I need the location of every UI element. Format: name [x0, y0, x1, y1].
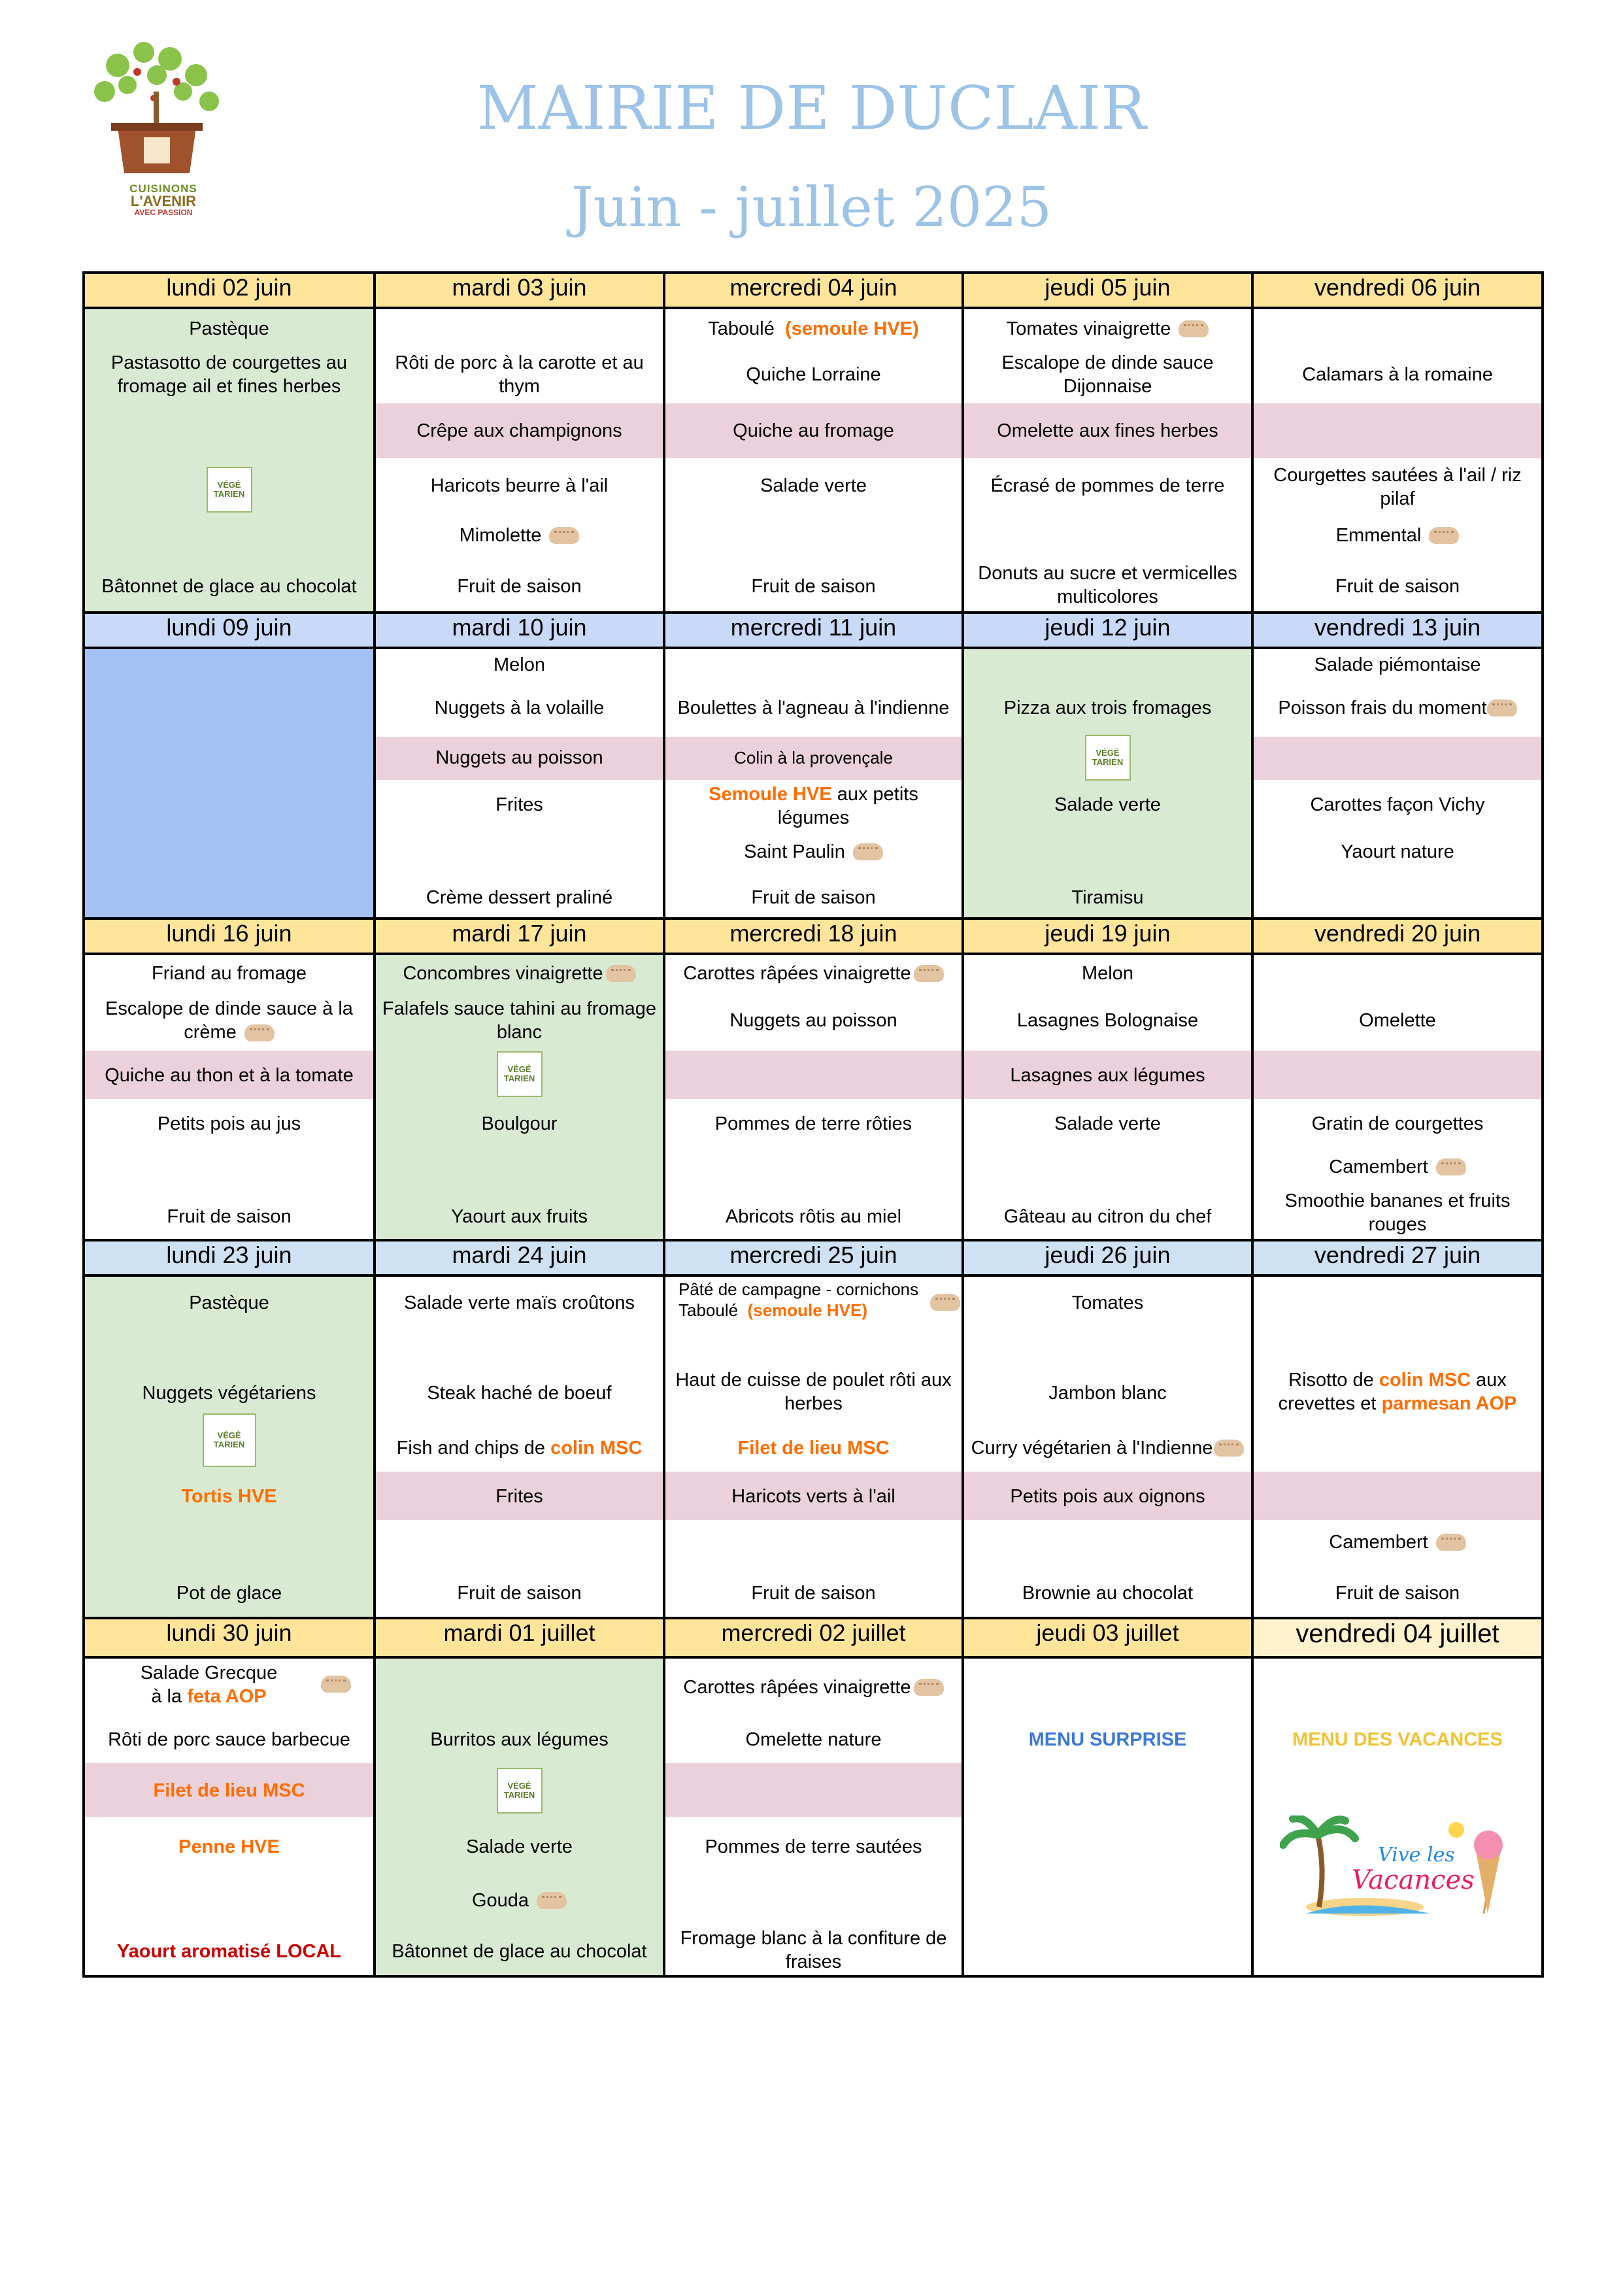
menu-dessert: Brownie au chocolat — [1022, 1583, 1194, 1604]
bread-icon — [537, 1892, 567, 1909]
menu-plat: Lasagnes Bolognaise — [1016, 1010, 1199, 1031]
bread-icon — [1436, 1534, 1466, 1551]
menu-fromage: Gouda — [376, 1887, 663, 1914]
menu-plat: Rôti de porc à la carotte et au thym — [395, 352, 644, 397]
menu-legume: Boulgour — [481, 1113, 558, 1134]
bread-icon — [1179, 320, 1209, 337]
day-header: lundi 09 juin — [84, 613, 375, 648]
day-header: mercredi 04 juin — [664, 273, 963, 308]
page-subtitle: Juin - juillet 2025 — [571, 175, 1052, 239]
menu-dessert: Fromage blanc à la confiture de fraises — [680, 1928, 947, 1972]
menu-dessert: Fruit de saison — [751, 887, 876, 908]
menu-entree: Pâté de campagne - cornichons — [678, 1279, 919, 1299]
day-header: mardi 10 juin — [375, 613, 664, 648]
menu-legume: Haricots verts à l'ail — [731, 1486, 895, 1507]
menu-dessert: Tiramisu — [1071, 887, 1144, 908]
menu-fromage: Camembert — [1254, 1529, 1541, 1555]
menu-plat: Steak haché de boeuf — [427, 1383, 612, 1404]
day-menu — [375, 954, 664, 1240]
menu-plat: Pastasotto de courgettes au fromage ail et fines herbes — [110, 352, 348, 397]
menu-entree: Tomates vinaigrette — [964, 317, 1251, 341]
week-header-row — [84, 273, 1543, 308]
day-header: lundi 02 juin — [84, 273, 375, 308]
menu-legume: Carottes façon Vichy — [1310, 794, 1485, 815]
menu-dessert: Fruit de saison — [167, 1206, 292, 1227]
menu-dessert: Fruit de saison — [1335, 576, 1460, 597]
bread-icon — [930, 1294, 960, 1311]
menu-plat: Boulettes à l'agneau à l'indienne — [677, 698, 950, 718]
menu-alternative: Nuggets au poisson — [435, 747, 603, 768]
day-menu — [375, 648, 664, 919]
menu-alternative: Curry végétarien à l'Indienne — [964, 1435, 1251, 1461]
day-header: vendredi 27 juin — [1252, 1240, 1543, 1275]
vegetarian-icon: VÉGÉ TARIEN — [207, 467, 252, 513]
menu-plat: Omelette — [1359, 1010, 1436, 1031]
bread-icon — [244, 1024, 275, 1041]
menu-dessert: Fruit de saison — [457, 1583, 582, 1604]
menu-legume: Penne HVE — [178, 1836, 280, 1857]
day-header: lundi 30 juin — [84, 1618, 375, 1657]
menu-fromage: Yaourt nature — [1341, 841, 1454, 862]
day-menu — [84, 1657, 375, 1976]
week-header-row — [84, 1240, 1543, 1275]
day-menu — [963, 1657, 1252, 1976]
day-menu — [84, 1275, 375, 1618]
menu-dessert: Gâteau au citron du chef — [1003, 1206, 1212, 1227]
menu-plat: Risotto de colin MSC aux crevettes et parmesan AOP — [1278, 1370, 1517, 1414]
bread-icon — [606, 965, 636, 982]
menu-legume: Semoule HVE aux petits légumes — [709, 784, 918, 828]
menu-legume: Tortis HVE — [181, 1486, 277, 1507]
day-menu — [375, 1275, 664, 1618]
day-menu — [664, 954, 963, 1240]
day-header: mardi 24 juin — [375, 1240, 664, 1275]
menu-dessert: Fruit de saison — [457, 576, 582, 597]
menu-alternative: Fish and chips de colin MSC — [396, 1438, 643, 1459]
svg-text:Vacances: Vacances — [1352, 1865, 1475, 1895]
bread-icon — [914, 965, 944, 982]
menu-legume: Gratin de courgettes — [1311, 1113, 1484, 1134]
week-header-row — [84, 919, 1543, 954]
menu-legume: Petits pois au jus — [157, 1113, 301, 1134]
logo-line-2: L'AVENIR — [130, 193, 197, 209]
menu-dessert: Crème dessert praliné — [426, 887, 613, 908]
alt-band — [665, 1051, 962, 1099]
menu-dessert: Abricots rôtis au miel — [725, 1206, 902, 1227]
menu-plat: Calamars à la romaine — [1302, 364, 1493, 385]
menu-entree: Pastèque — [189, 1292, 269, 1313]
day-header: mercredi 25 juin — [664, 1240, 963, 1275]
day-menu — [1252, 1657, 1543, 1976]
vege-badge — [85, 466, 373, 513]
menu-alternative: Filet de lieu MSC — [737, 1438, 890, 1459]
week-header-row — [84, 613, 1543, 648]
menu-entree: Friand au fromage — [152, 963, 307, 984]
menu-plat: Poisson frais du moment — [1254, 695, 1541, 721]
alt-band — [665, 1763, 962, 1817]
day-menu — [375, 1657, 664, 1976]
menu-legume: Pommes de terre sautées — [705, 1836, 922, 1857]
menu-legume: Frites — [495, 794, 543, 815]
menu-plat: Escalope de dinde sauce à la crème — [105, 998, 353, 1043]
menu-plat: Escalope de dinde sauce Dijonnaise — [1001, 352, 1214, 397]
menu-dessert: Pot de glace — [176, 1583, 282, 1604]
menu-entree-2: Taboulé (semoule HVE) — [678, 1300, 868, 1320]
day-menu — [1252, 648, 1543, 919]
menu-plat: Rôti de porc sauce barbecue — [108, 1729, 350, 1750]
menu-plat: Burritos aux légumes — [430, 1729, 609, 1750]
page-title: MAIRIE DE DUCLAIR — [477, 73, 1146, 143]
bread-icon — [1487, 700, 1517, 717]
vege-badge — [85, 1414, 373, 1466]
menu-plat: Nuggets au poisson — [729, 1010, 897, 1031]
menu-fromage: Camembert — [1254, 1154, 1541, 1180]
alt-band — [1254, 1051, 1541, 1099]
day-menu — [84, 308, 375, 613]
menu-legume: Salade verte — [1054, 1113, 1161, 1134]
menu-dessert: Fruit de saison — [751, 1583, 876, 1604]
alt-band — [1254, 737, 1541, 780]
day-header: lundi 16 juin — [84, 919, 375, 954]
menu-alternative: Lasagnes aux légumes — [1010, 1065, 1205, 1086]
day-header: vendredi 04 juillet — [1252, 1618, 1543, 1657]
menu-dessert: Bâtonnet de glace au chocolat — [101, 576, 357, 597]
vegetarian-icon: VÉGÉ TARIEN — [497, 1768, 543, 1814]
day-menu — [664, 1657, 963, 1976]
alt-band — [1254, 403, 1541, 458]
bread-icon — [853, 843, 883, 860]
bread-icon — [1436, 1158, 1466, 1175]
day-menu-closed — [84, 648, 375, 919]
week-menu-row — [84, 954, 1543, 1240]
bread-icon — [1214, 1440, 1244, 1457]
menu-dessert: Fruit de saison — [1335, 1583, 1460, 1604]
menu-alternative: Quiche au thon et à la tomate — [105, 1065, 354, 1086]
menu-plat: Jambon blanc — [1048, 1383, 1167, 1404]
day-header: vendredi 20 juin — [1252, 919, 1543, 954]
menu-plat: Nuggets végétariens — [142, 1383, 316, 1404]
day-menu — [664, 1275, 963, 1618]
menu-plat: Quiche Lorraine — [746, 364, 881, 385]
day-header: jeudi 12 juin — [963, 613, 1252, 648]
menu-entree: Salade verte maïs croûtons — [403, 1292, 635, 1313]
day-header: jeudi 05 juin — [963, 273, 1252, 308]
menu-alternative: Crêpe aux champignons — [416, 420, 622, 441]
menu-plat: Nuggets à la volaille — [434, 698, 605, 718]
bread-icon — [549, 527, 579, 544]
menu-plat: Omelette nature — [745, 1729, 882, 1750]
week-menu-row — [84, 308, 1543, 613]
menu-entree: Pastèque — [189, 318, 269, 339]
logo-line-3: AVEC PASSION — [134, 208, 193, 217]
day-header: lundi 23 juin — [84, 1240, 375, 1275]
menu-legume: Salade verte — [1054, 794, 1161, 815]
menu-entree: Salade Grecque à la feta AOP — [140, 1663, 278, 1707]
vegetarian-icon: VÉGÉ TARIEN — [203, 1413, 256, 1467]
day-header: vendredi 06 juin — [1252, 273, 1543, 308]
menu-legume: Petits pois aux oignons — [1010, 1486, 1205, 1507]
vege-badge — [376, 1767, 663, 1814]
menu-alternative: Quiche au fromage — [733, 420, 894, 441]
menu-entree: Carottes râpées vinaigrette — [665, 1674, 962, 1700]
week-menu-row — [84, 648, 1543, 919]
day-header: mercredi 18 juin — [664, 919, 963, 954]
menu-dessert: Yaourt aromatisé LOCAL — [116, 1941, 342, 1962]
menu-entree: Taboulé (semoule HVE) — [708, 318, 919, 339]
menu-legume: Haricots beurre à l'ail — [430, 475, 609, 496]
day-menu — [375, 308, 664, 613]
menu-legume: Salade verte — [466, 1836, 573, 1857]
menu-legume: Pommes de terre rôties — [714, 1113, 912, 1134]
vege-badge — [964, 734, 1251, 781]
menu-dessert: Fruit de saison — [751, 576, 876, 597]
day-menu — [963, 954, 1252, 1240]
menu-legume: Écrasé de pommes de terre — [990, 475, 1225, 496]
week-menu-row — [84, 1275, 1543, 1618]
day-menu — [1252, 308, 1543, 613]
day-header: mardi 03 juin — [375, 273, 664, 308]
vegetarian-icon: VÉGÉ TARIEN — [1085, 735, 1131, 781]
day-header: jeudi 03 juillet — [963, 1618, 1252, 1657]
menu-plat: Pizza aux trois fromages — [1003, 698, 1212, 718]
day-menu — [963, 1275, 1252, 1618]
day-header: jeudi 26 juin — [963, 1240, 1252, 1275]
menu-surprise: MENU SURPRISE — [1028, 1729, 1187, 1750]
menu-legume: Frites — [495, 1486, 543, 1507]
menu-alternative: Omelette aux fines herbes — [997, 420, 1218, 441]
day-header: mercredi 11 juin — [664, 613, 963, 648]
menu-dessert: Smoothie bananes et fruits rouges — [1284, 1190, 1511, 1235]
menu-dessert: Yaourt aux fruits — [450, 1206, 588, 1227]
day-menu — [963, 308, 1252, 613]
menu-fromage: Emmental — [1254, 512, 1541, 559]
menu-entree: Melon — [1082, 963, 1133, 984]
bread-icon — [321, 1676, 351, 1693]
day-header: mardi 01 juillet — [375, 1618, 664, 1657]
menu-table — [82, 271, 1544, 1978]
day-menu — [664, 308, 963, 613]
menu-dessert: Donuts au sucre et vermicelles multicolores — [978, 563, 1237, 607]
day-menu — [1252, 954, 1543, 1240]
menu-alternative: Filet de lieu MSC — [153, 1780, 305, 1801]
day-header: mardi 17 juin — [375, 919, 664, 954]
menu-entree: Carottes râpées vinaigrette — [665, 962, 962, 985]
menu-entree: Concombres vinaigrette — [376, 962, 663, 985]
day-menu — [664, 648, 963, 919]
alt-band — [1254, 1472, 1541, 1520]
menu-legume: Salade verte — [760, 475, 867, 496]
day-menu — [84, 954, 375, 1240]
day-menu — [1252, 1275, 1543, 1618]
menu-plat: Falafels sauce tahini au fromage blanc — [382, 998, 657, 1043]
day-header: vendredi 13 juin — [1252, 613, 1543, 648]
day-header: mercredi 02 juillet — [664, 1618, 963, 1657]
menu-alternative: Colin à la provençale — [734, 748, 893, 768]
menu-entree: Tomates — [1071, 1292, 1144, 1313]
week-menu-row — [84, 1657, 1543, 1976]
menu-fromage: Mimolette — [376, 512, 663, 559]
day-menu — [963, 648, 1252, 919]
vegetarian-icon: VÉGÉ TARIEN — [497, 1051, 543, 1097]
svg-text:Vive les: Vive les — [1378, 1844, 1455, 1866]
menu-dessert: Bâtonnet de glace au chocolat — [392, 1941, 647, 1962]
logo-line-1: CUISINONS — [129, 182, 197, 195]
vacation-illustration — [1280, 1815, 1515, 1920]
menu-plat: Haut de cuisse de poulet rôti aux herbes — [675, 1370, 952, 1414]
bread-icon — [914, 1679, 944, 1696]
menu-vacances: MENU DES VACANCES — [1292, 1729, 1503, 1750]
menu-entree: Melon — [494, 654, 545, 675]
day-header: jeudi 19 juin — [963, 919, 1252, 954]
menu-entree: Salade piémontaise — [1314, 654, 1481, 675]
vege-badge — [376, 1051, 663, 1098]
week-header-row — [84, 1618, 1543, 1657]
menu-legume: Courgettes sautées à l'ail / riz pilaf — [1273, 465, 1522, 509]
bread-icon — [1429, 527, 1459, 544]
menu-fromage: Saint Paulin — [665, 839, 962, 865]
